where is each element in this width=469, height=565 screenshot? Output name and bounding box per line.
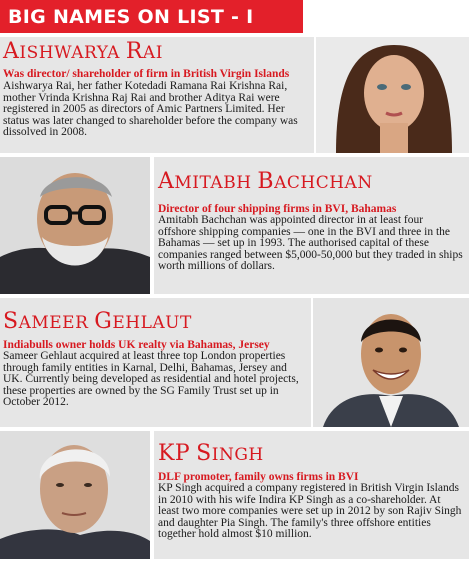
- entry-name: [3, 309, 192, 334]
- entry-card-amitabh-bachchan: [154, 157, 469, 294]
- header-banner: [0, 0, 303, 33]
- page-title: BIG NAMES ON LIST - I: [8, 6, 254, 28]
- name-part: AI: [142, 43, 163, 63]
- name-part: EHLAUT: [112, 313, 192, 333]
- name-part: ACHCHAN: [274, 173, 373, 193]
- entry-subhead: Was director/ shareholder of firm in British Virgin Islands: [3, 68, 290, 80]
- entry-body: Aishwarya Rai, her father Kotedadi Ramana Rai Krishna Rai, mother Vrinda Krishna Raj Rai and brother Aditya Rai were registered in 2005 as directors of Amic Partners Limited. Her status was later changed to shareholder before the company was dissolved in 2008.: [3, 80, 298, 139]
- name-initial: G: [94, 309, 113, 334]
- name-part: MITABH: [174, 173, 258, 193]
- name-initial: S: [196, 441, 212, 466]
- entry-subhead: Indiabulls owner holds UK realty via Bahamas, Jersey: [3, 339, 270, 351]
- photo-aishwarya-rai: [316, 37, 469, 153]
- name-initial: A: [158, 169, 175, 194]
- entry-name: [158, 169, 373, 194]
- name-initial: KP: [158, 441, 191, 466]
- name-initial: A: [3, 39, 20, 64]
- name-part: AMEER: [18, 313, 95, 333]
- entry-card-aishwarya-rai: [0, 37, 314, 153]
- photo-kp-singh: [0, 431, 150, 559]
- entry-subhead: DLF promoter, family owns firms in BVI: [158, 471, 359, 483]
- name-part: INGH: [211, 445, 264, 465]
- entry-card-kp-singh: [154, 431, 469, 559]
- photo-sameer-gehlaut: [313, 298, 469, 427]
- entry-body: Amitabh Bachchan was appointed director in at least four offshore shipping companies — one in the BVI and three in the Bahamas — set up in 1993. The authorised capital of these companies ranged between $5,000-50,000 but they traded in ships worth millions of dollars.: [158, 214, 463, 273]
- entry-body: Sameer Gehlaut acquired at least three top London properties through family entities in Karnal, Delhi, Bahamas, Jersey and UK. Currently being developed as residential and hotel projects, these properties are owned by the SG Family Trust set up in October 2012.: [3, 350, 299, 409]
- name-initial: S: [3, 309, 19, 334]
- entry-body: KP Singh acquired a company registered in British Virgin Islands in 2010 with his wife Indira KP Singh as a co-shareholder. At least two more companies were set up in 2012 by son Rajiv Singh and daughter Pia Singh. The family's three offshore entities together hold almost $10 million.: [158, 482, 462, 541]
- entry-subhead: Director of four shipping firms in BVI, Bahamas: [158, 203, 397, 215]
- entry-name: [3, 39, 163, 64]
- photo-amitabh-bachchan: [0, 157, 150, 294]
- entry-card-sameer-gehlaut: [0, 298, 311, 427]
- name-initial: R: [125, 39, 143, 64]
- name-part: ISHWARYA: [19, 43, 126, 63]
- entry-name: [158, 441, 264, 466]
- name-initial: B: [257, 169, 275, 194]
